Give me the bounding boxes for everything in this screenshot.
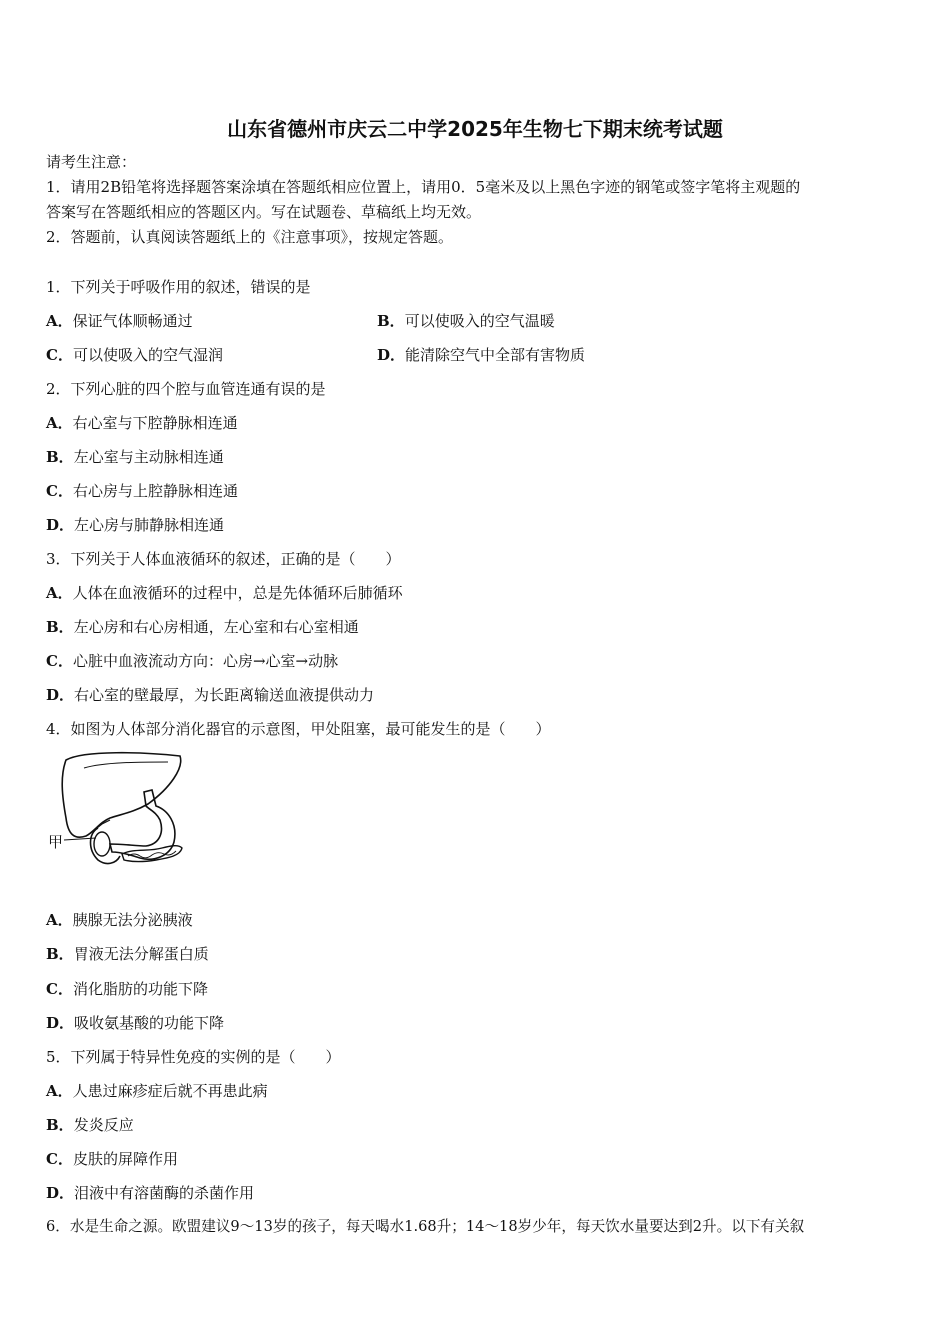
option-label: D．: [46, 686, 75, 704]
digestive-organs-diagram: [44, 748, 194, 873]
liver-outline: [62, 753, 180, 837]
option-text: 右心室与下腔静脉相连通: [72, 414, 238, 432]
question-5-option-c: [46, 1149, 178, 1169]
option-label: C．: [46, 482, 73, 500]
stomach-outline: [110, 790, 175, 859]
option-label: B．: [46, 1116, 74, 1134]
question-2-option-d: [46, 515, 224, 535]
option-label: A．: [46, 1082, 73, 1100]
question-5-stem: 5．下列属于特异性免疫的实例的是（ ）: [46, 1048, 341, 1066]
option-label: C．: [46, 980, 73, 998]
option-text: 发炎反应: [73, 1116, 134, 1134]
option-label: A．: [46, 312, 73, 330]
notice-item: 1．请用2B铅笔将选择题答案涂填在答题纸相应位置上，请用0．5毫米及以上黑色字迹的钢笔或签字笔将主观题的: [46, 178, 801, 196]
notice-item: 答案写在答题纸相应的答题区内。写在试题卷、草稿纸上均无效。: [46, 203, 482, 221]
option-text: 胃液无法分解蛋白质: [73, 945, 209, 963]
question-5-option-d: [46, 1183, 254, 1203]
option-label: C．: [46, 1150, 73, 1168]
option-text: 可以使吸入的空气温暖: [404, 312, 555, 330]
question-2-stem: 2．下列心脏的四个腔与血管连通有误的是: [46, 380, 326, 398]
question-3-option-c: [46, 651, 338, 671]
option-text: 左心室与主动脉相连通: [73, 448, 224, 466]
option-text: 可以使吸入的空气湿润: [72, 346, 223, 364]
question-1-stem: 1．下列关于呼吸作用的叙述，错误的是: [46, 278, 311, 296]
question-3-option-b: [46, 617, 359, 637]
question-3-stem: 3．下列关于人体血液循环的叙述，正确的是（ ）: [46, 550, 401, 568]
gallbladder-shape: [94, 832, 110, 856]
option-text: 保证气体顺畅通过: [72, 312, 193, 330]
page-title: 山东省德州市庆云二中学2025年生物七下期末统考试题: [227, 117, 723, 141]
question-1-option-c: [46, 345, 223, 365]
option-text: 人患过麻疹症后就不再患此病: [72, 1082, 268, 1100]
question-4-option-c: [46, 979, 208, 999]
option-label: B．: [46, 448, 74, 466]
question-4-option-d: [46, 1013, 224, 1033]
option-label: B．: [46, 945, 74, 963]
option-label: A．: [46, 911, 73, 929]
option-label: D．: [46, 1184, 75, 1202]
option-text: 皮肤的屏障作用: [72, 1150, 178, 1168]
question-2-option-b: [46, 447, 224, 467]
digestive-organs-figure: [44, 748, 194, 873]
question-5-option-b: [46, 1115, 134, 1135]
option-text: 心脏中血液流动方向：心房→心室→动脉: [72, 652, 339, 670]
question-1-option-d: [377, 345, 585, 365]
question-3-option-a: [46, 583, 403, 603]
option-text: 人体在血液循环的过程中，总是先体循环后肺循环: [72, 584, 403, 602]
question-3-option-d: [46, 685, 374, 705]
option-text: 泪液中有溶菌酶的杀菌作用: [74, 1184, 255, 1202]
option-text: 吸收氨基酸的功能下降: [74, 1014, 225, 1032]
option-label: D．: [377, 346, 406, 364]
liver-fold: [84, 762, 168, 768]
figure-label-jia: 甲: [48, 833, 64, 851]
bile-duct-line: [92, 820, 110, 832]
question-2-option-a: [46, 413, 238, 433]
question-6-stem: 6．水是生命之源。欧盟建议9～13岁的孩子，每天喝水1.68升；14～18岁少年，每天饮水量要达到2升。以下有关叙: [46, 1218, 805, 1235]
question-4-option-a: [46, 910, 193, 930]
question-1-option-b: [377, 311, 555, 331]
option-text: 左心房和右心房相通，左心室和右心室相通: [73, 618, 359, 636]
notice-item: 2．答题前，认真阅读答题纸上的《注意事项》，按规定答题。: [46, 228, 454, 246]
option-label: C．: [46, 346, 73, 364]
option-text: 右心房与上腔静脉相连通: [72, 482, 238, 500]
option-text: 消化脂肪的功能下降: [72, 980, 208, 998]
option-label: D．: [46, 1014, 75, 1032]
option-label: A．: [46, 584, 73, 602]
option-label: B．: [46, 618, 74, 636]
option-label: D．: [46, 516, 75, 534]
option-label: A．: [46, 414, 73, 432]
question-1-option-a: [46, 311, 193, 331]
option-label: B．: [377, 312, 405, 330]
option-text: 右心室的壁最厚，为长距离输送血液提供动力: [74, 686, 375, 704]
notice-heading: 请考生注意：: [46, 153, 137, 171]
question-4-option-b: [46, 944, 209, 964]
option-text: 能清除空气中全部有害物质: [405, 346, 586, 364]
option-text: 胰腺无法分泌胰液: [72, 911, 193, 929]
option-text: 左心房与肺静脉相连通: [74, 516, 225, 534]
question-5-option-a: [46, 1081, 268, 1101]
option-label: C．: [46, 652, 73, 670]
question-2-option-c: [46, 481, 238, 501]
question-4-stem: 4．如图为人体部分消化器官的示意图，甲处阻塞，最可能发生的是（ ）: [46, 720, 551, 738]
